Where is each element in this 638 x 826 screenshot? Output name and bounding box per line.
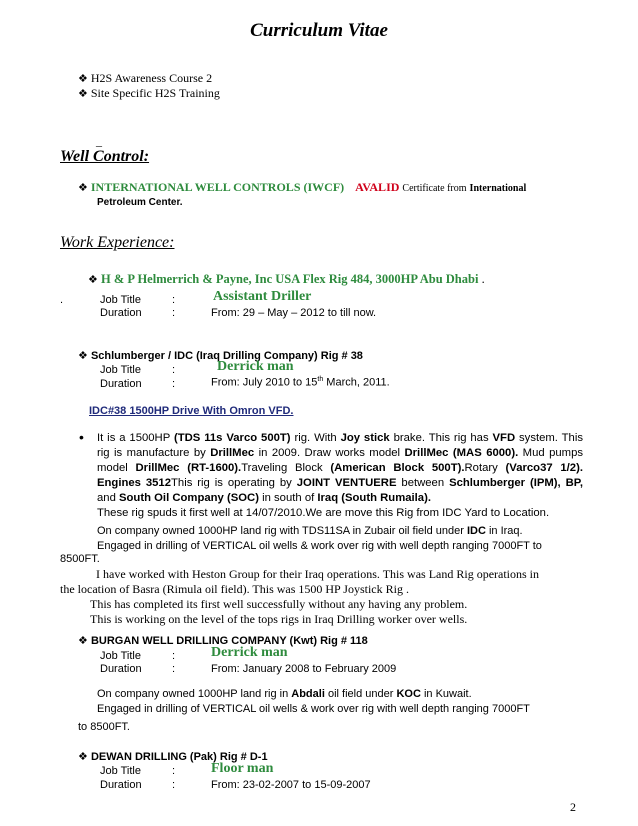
- well-control-heading: Well Control:: [60, 148, 150, 165]
- heston-line-2: the location of Basra (Rimula oil field). This was 1500 HP Joystick Rig .: [60, 582, 409, 596]
- burgan-job-title-label: Job Title: [100, 650, 141, 662]
- colon: :: [172, 364, 176, 376]
- iwcf-intl: International: [469, 183, 527, 194]
- dewan-job-title-label: Job Title: [100, 765, 141, 777]
- slb-rig-description: It is a 1500HP (TDS 11s Varco 500T) rig. With Joy stick brake. This rig has VFD system. This rig is manufacture by DrillMec in 2009. Draw works model DrillMec (MAS 6000). Mud pumps model DrillMec (RT-1600).Traveling Block (American Block 500T).Rotary (Varco37 1/2). Engines 3512This rig is operating by JOINT VENTUERE between Schlumberger (IPM), BP, and South Oil Company (SOC) in south of Iraq (South Rumaila). These rig spuds it first well at 14/07/2010.We are move this Rig from IDC Yard to Location.: [97, 432, 584, 519]
- page-title: Curriculum Vitae: [250, 20, 388, 41]
- diamond-bullet-icon: ❖: [88, 274, 98, 286]
- slb-job-title-label: Job Title: [100, 364, 141, 376]
- training-item: ❖ Site Specific H2S Training: [78, 86, 220, 100]
- dewan-company: DEWAN DRILLING (Pak) Rig # D-1: [90, 751, 268, 763]
- burgan-duration-label: Duration: [100, 663, 142, 675]
- colon: :: [172, 307, 176, 319]
- colon: :: [172, 779, 176, 791]
- colon: :: [172, 663, 176, 675]
- slb-engaged-line: Engaged in drilling of VERTICAL oil wells & work over rig with well depth ranging 7000FT to: [97, 540, 542, 552]
- iwcf-valid: AVALID: [355, 180, 400, 194]
- iwcf-cert-from: Certificate from: [402, 183, 467, 194]
- colon: :: [172, 378, 176, 390]
- heston-line-3: This has completed its first well successfully without any having any problem.: [90, 597, 468, 611]
- dewan-job-title: Floor man: [211, 761, 274, 776]
- training-item: ❖ H2S Awareness Course 2: [78, 71, 213, 85]
- iwcf-center: Petroleum Center.: [97, 197, 183, 208]
- page-number: 2: [570, 800, 576, 814]
- colon: :: [172, 294, 176, 306]
- slb-company: Schlumberger / IDC (Iraq Drilling Company) Rig # 38: [90, 350, 363, 362]
- hp-duration-label: Duration: [100, 307, 142, 319]
- diamond-bullet-icon: ❖: [78, 350, 88, 362]
- hp-job-title-label: Job Title: [100, 294, 141, 306]
- diamond-bullet-icon: ❖: [78, 182, 88, 194]
- diamond-bullet-icon: ❖: [78, 73, 88, 85]
- slb-range-end: 8500FT.: [60, 553, 100, 565]
- burgan-duration: From: January 2008 to February 2009: [211, 663, 397, 675]
- iwcf-cert-name: INTERNATIONAL WELL CONTROLS (IWCF): [90, 180, 345, 194]
- work-experience-heading: Work Experience:: [60, 234, 175, 251]
- burgan-engaged-line: Engaged in drilling of VERTICAL oil wells & work over rig with well depth ranging 7000FT: [97, 703, 530, 715]
- bullet-dot-icon: •: [79, 429, 84, 445]
- hp-company-line: ❖ H & P Helmerrich & Payne, Inc USA Flex Rig 484, 3000HP Abu Dhabi .: [88, 272, 485, 286]
- diamond-bullet-icon: ❖: [78, 88, 88, 100]
- hp-job-title: Assistant Driller: [213, 289, 312, 304]
- diamond-bullet-icon: ❖: [78, 751, 88, 763]
- slb-owned-line: On company owned 1000HP land rig with TDS11SA in Zubair oil field under IDC in Iraq.: [97, 525, 523, 537]
- slb-duration-label: Duration: [100, 378, 142, 390]
- heston-line-1: I have worked with Heston Group for their Iraq operations. This was Land Rig operations in: [96, 567, 540, 581]
- dewan-duration-label: Duration: [100, 779, 142, 791]
- stray-mark: _: [96, 134, 102, 148]
- iwcf-line: [78, 180, 526, 195]
- burgan-job-title: Derrick man: [211, 645, 288, 660]
- slb-job-title: Derrick man: [217, 359, 294, 374]
- heston-line-4: This is working on the level of the tops rigs in Iraq Drilling worker over wells.: [90, 612, 468, 626]
- hp-lead-mark: .: [60, 294, 64, 306]
- colon: :: [172, 650, 176, 662]
- burgan-company: BURGAN WELL DRILLING COMPANY (Kwt) Rig # 118: [90, 635, 368, 647]
- colon: :: [172, 765, 176, 777]
- hp-duration: From: 29 – May – 2012 to till now.: [211, 307, 377, 319]
- diamond-bullet-icon: ❖: [78, 635, 88, 647]
- slb-duration: From: July 2010 to 15th March, 2011.: [211, 376, 390, 389]
- dewan-duration: From: 23-02-2007 to 15-09-2007: [211, 779, 371, 791]
- hp-company: H & P Helmerrich & Payne, Inc USA Flex Rig 484, 3000HP Abu Dhabi: [101, 272, 479, 286]
- burgan-range-end: to 8500FT.: [78, 721, 130, 733]
- slb-rig-link[interactable]: IDC#38 1500HP Drive With Omron VFD.: [89, 405, 294, 417]
- burgan-owned-line: On company owned 1000HP land rig in Abdali oil field under KOC in Kuwait.: [97, 688, 472, 700]
